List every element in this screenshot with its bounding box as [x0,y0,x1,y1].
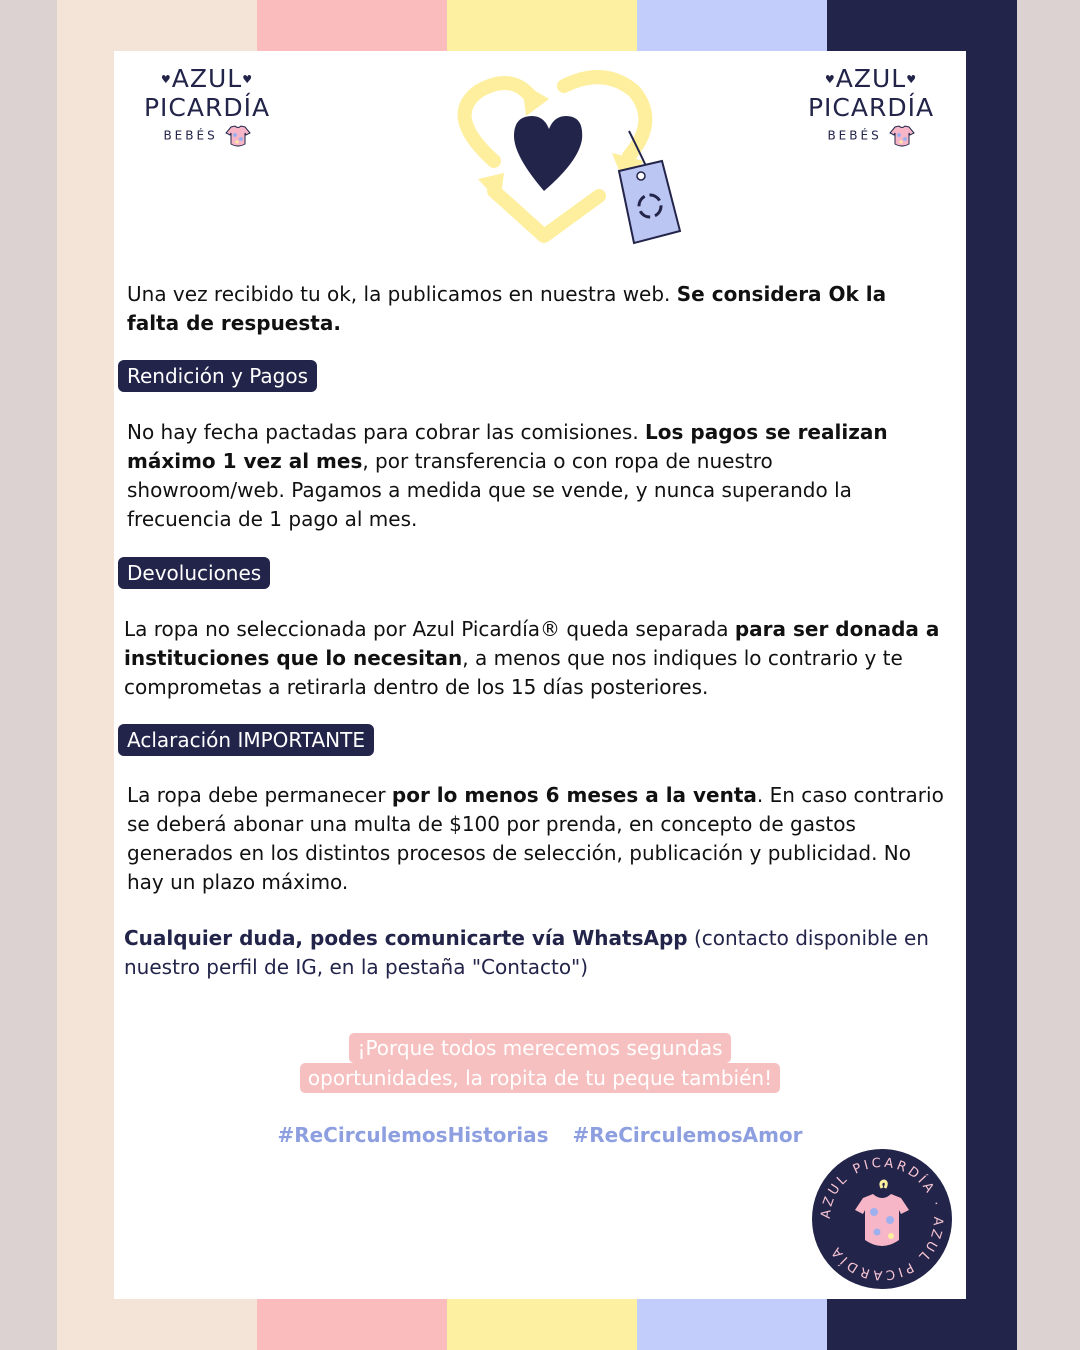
brand-logo-right [796,65,946,155]
section-title-aclaracion: Aclaración IMPORTANTE [118,724,374,756]
brand-line2: PICARDÍA [807,93,935,122]
contact-paragraph: Cualquier duda, podes comunicarte vía WhatsApp (contacto disponible en nuestro perfil de IG, en la pestaña "Contacto") [124,926,929,979]
baby-onesie-icon [889,124,915,148]
hashtags [114,1123,966,1147]
section-text-devoluciones: La ropa no seleccionada por Azul Picardía® queda separada para ser donada a instituciones que lo necesitan, a menos que nos indiques lo contrario y te comprometas a retirarla dentro de los 15 días posteriores. [124,617,940,699]
section-text-rendicion: No hay fecha pactadas para cobrar las comisiones. Los pagos se realizan máximo 1 vez al mes, por transferencia o con ropa de nuestro showroom/web. Pagamos a medida que se vende, y nunca superando la frecuencia de 1 pago al mes. [127,420,888,531]
heart-icon: ♥ [242,73,254,86]
closing-quote [114,1033,966,1093]
content-card [114,51,966,1299]
brand-line3: BEBÉS [163,128,218,143]
quote-line-2: oportunidades, la ropita de tu peque también! [300,1063,780,1093]
brand-line3: BEBÉS [827,128,882,143]
quote-line-1: ¡Porque todos merecemos segundas [349,1033,730,1063]
brand-logo-left [132,65,282,155]
section-text-aclaracion: La ropa debe permanecer por lo menos 6 meses a la venta. En caso contrario se deberá abonar una multa de $100 por prenda, en concepto de gastos generados en los distintos procesos de selección, publicación y publicidad. No hay un plazo máximo. [127,783,944,894]
brand-line1: AZUL [835,64,907,93]
seal-text: AZUL PICARDÍA · AZUL PICARDÍA [818,1155,946,1283]
heart-icon: ♥ [824,73,836,86]
intro-paragraph: Una vez recibido tu ok, la publicamos en nuestra web. Se considera Ok la falta de respuesta. [127,282,887,335]
hashtag-amor: #ReCirculemosAmor [572,1123,803,1147]
hashtag-historias: #ReCirculemosHistorias [277,1123,549,1147]
price-tag-icon [619,161,680,243]
stripe-mauve-right [1017,0,1080,1350]
section-title-devoluciones: Devoluciones [118,557,270,589]
intro-bold: Se considera Ok la falta de respuesta. [127,282,887,335]
baby-onesie-icon [225,124,251,148]
heart-icon: ♥ [906,73,918,86]
section-title-rendicion: Rendición y Pagos [118,360,317,392]
brand-line2: PICARDÍA [143,93,271,122]
brand-seal-logo [811,1148,953,1290]
stripe-mauve-left [0,0,57,1350]
heart-icon: ♥ [160,73,172,86]
recycle-heart-illustration [434,61,694,261]
brand-line1: AZUL [171,64,243,93]
heart-icon [514,116,582,191]
